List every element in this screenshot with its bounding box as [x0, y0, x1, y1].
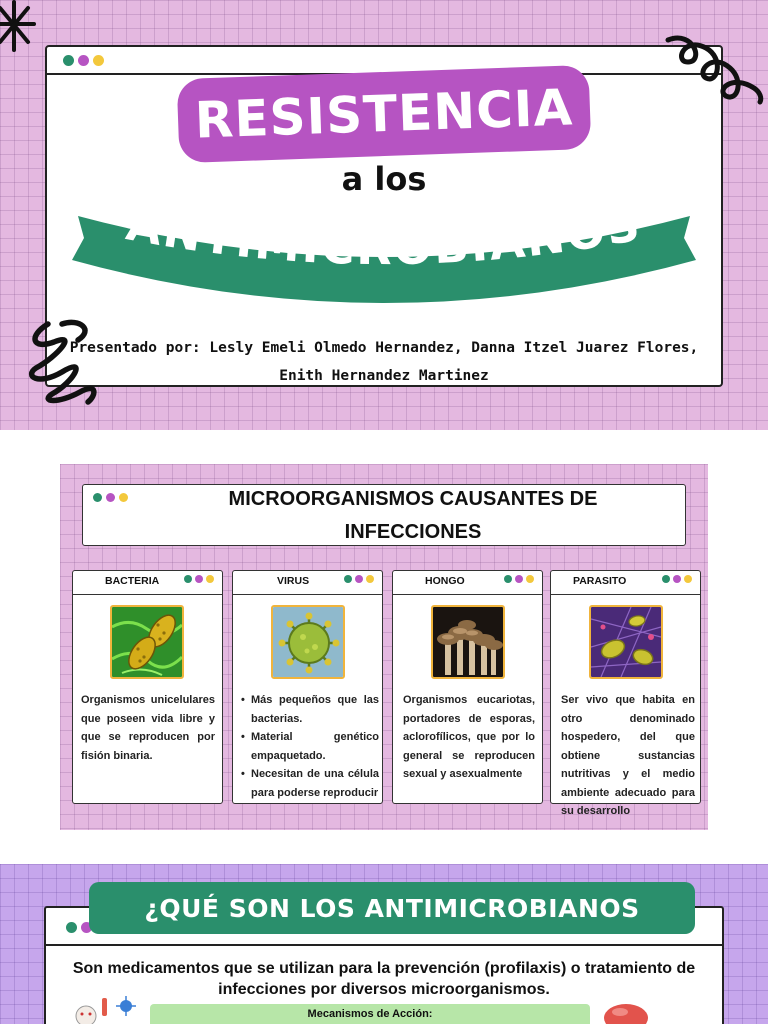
mechanisms-label: Mecanismos de Acción:	[307, 1008, 433, 1020]
green-dot-icon	[344, 575, 352, 583]
zigzag-doodle-icon	[18, 316, 108, 406]
squiggle-loops-icon	[664, 22, 764, 106]
card-parasite	[550, 570, 701, 817]
bullet-item: • Material genético empaquetado.	[241, 728, 379, 765]
window-topbar	[47, 47, 721, 75]
yellow-dot-icon	[366, 575, 374, 583]
mechanisms-box	[150, 1004, 590, 1024]
card-dots	[662, 575, 692, 583]
green-dot-icon	[662, 575, 670, 583]
authors-line-2: Enith Hernandez Martinez	[279, 368, 489, 384]
star-doodle-icon	[0, 0, 46, 60]
yellow-dot-icon	[93, 55, 104, 66]
antimicrobials-slide	[0, 864, 768, 1024]
card-title: HONGO	[425, 575, 465, 587]
card-description: Ser vivo que habita en otro denominado hospedero, del que obtiene sustancias nutritivas y el medio ambiente adecuado para su desarrollo	[561, 694, 695, 817]
purple-dot-icon	[673, 575, 681, 583]
capsule-illustration-icon	[600, 998, 650, 1024]
title-slide	[0, 0, 768, 430]
connector-text: a los	[341, 160, 427, 198]
parasite-image	[589, 605, 663, 679]
green-dot-icon	[93, 493, 102, 502]
green-dot-icon	[63, 55, 74, 66]
card-title: VIRUS	[277, 575, 310, 587]
slide-title-banner	[89, 882, 695, 934]
bullet-item: • Más pequeños que las bacterias.	[241, 691, 379, 728]
yellow-dot-icon	[206, 575, 214, 583]
card-bacteria	[72, 570, 223, 804]
medicine-illustration-icon	[66, 994, 146, 1024]
purple-dot-icon	[355, 575, 363, 583]
green-dot-icon	[504, 575, 512, 583]
bullet-item: • Necesitan de una célula para poderse reproducir	[241, 765, 379, 802]
header-dots	[93, 493, 128, 502]
title-word: RESISTENCIA	[193, 78, 575, 150]
yellow-dot-icon	[684, 575, 692, 583]
purple-dot-icon	[78, 55, 89, 66]
purple-dot-icon	[106, 493, 115, 502]
window-dots	[63, 55, 104, 66]
subject-word: ANTIMICROBIANOS	[122, 196, 646, 276]
card-dots	[504, 575, 534, 583]
slide-title-line-1: MICROORGANISMOS CAUSANTES DE	[228, 488, 598, 510]
fungus-image	[431, 605, 505, 679]
card-virus	[232, 570, 383, 804]
green-dot-icon	[66, 922, 77, 933]
authors-line-1: Presentado por: Lesly Emeli Olmedo Hernandez, Danna Itzel Juarez Flores,	[69, 340, 699, 356]
purple-dot-icon	[515, 575, 523, 583]
subject-banner	[72, 176, 696, 304]
slide-title	[143, 485, 683, 547]
green-dot-icon	[184, 575, 192, 583]
card-title: BACTERIA	[105, 575, 160, 587]
card-title: PARASITO	[573, 575, 627, 587]
card-dots	[184, 575, 214, 583]
card-description: Organismos unicelulares que poseen vida libre y que se reproducen por fisión binaria.	[81, 694, 215, 762]
virus-image	[271, 605, 345, 679]
slide-header	[82, 484, 686, 546]
virus-bullets	[241, 691, 379, 802]
slide-title: ¿QUÉ SON LOS ANTIMICROBIANOS	[144, 893, 640, 923]
card-fungus	[392, 570, 543, 804]
purple-dot-icon	[195, 575, 203, 583]
microorganisms-slide	[60, 464, 708, 830]
bacteria-image	[110, 605, 184, 679]
card-dots	[344, 575, 374, 583]
title-banner	[177, 65, 592, 163]
definition-text: Son medicamentos que se utilizan para la prevención (profilaxis) o tratamiento de infecciones por diversos microorganismos.	[72, 960, 696, 998]
authors-text	[60, 334, 708, 390]
yellow-dot-icon	[119, 493, 128, 502]
card-description: Organismos eucariotas, portadores de esporas, aclorofílicos, que por lo general se reproducen sexual y asexualmente	[403, 694, 535, 780]
slide-title-line-2: INFECCIONES	[344, 521, 482, 543]
yellow-dot-icon	[526, 575, 534, 583]
